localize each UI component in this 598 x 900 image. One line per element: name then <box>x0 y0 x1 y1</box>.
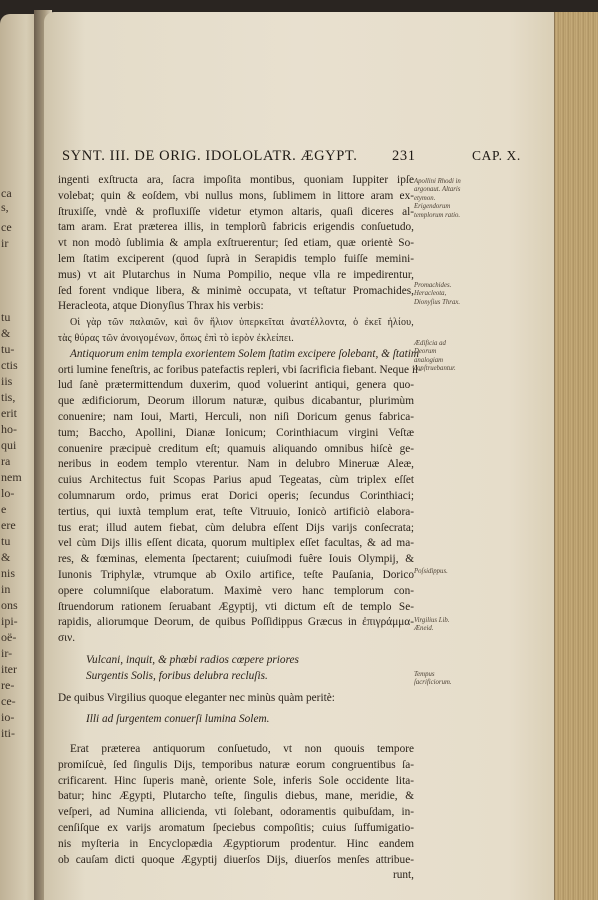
text-line: orti lumine feneſtris, ac foribus patefactis repleri, vbi ſacrificia fiebant. Neque il- <box>58 363 422 376</box>
text-line: De quibus Virgilius quoque eleganter nec minùs quàm peritè: <box>58 691 335 704</box>
header-title: SYNT. III. DE ORIG. IDOLOLATR. ÆGYPT. <box>62 148 358 164</box>
left-page-fragment: ce <box>1 220 12 234</box>
text-line: batur; hinc Ægypti, Plutarcho teſte, ſingulis diebus, mane, meridie, & <box>58 790 414 803</box>
greek-quote-line: τὰς θύρας τῶν ἀνοιγομένων, ὅπως ἐπὶ τὸ ἱερὸν ἐκλείπει. <box>58 332 294 344</box>
text-line: ingenti exſtructa ara, ſacra impoſita montibus, quoniam Iuppiter ipſe <box>58 174 414 186</box>
text-line: tam aram. Erat præterea illis, in templorũ fabricis erigendis conſuetudo, <box>58 221 414 234</box>
chapter-label: CAP. X. <box>472 148 521 163</box>
margin-note: Promachides. Heracleota, Dionyſius Thrax. <box>414 282 461 306</box>
text-line: volebat; quin & eoſdem, vbi nullus mons, ſublimem in littore aram ex- <box>58 189 414 202</box>
page-edges <box>554 12 598 900</box>
text-line: cuius Architectus fuit Scopas Parius apud Tegeatas, cùm triplex eſſet <box>58 474 414 487</box>
left-page-fragment: ca <box>1 186 12 200</box>
main-text <box>58 173 422 884</box>
text-line: conuenire præcipuè creditum eſt; quamuis aliquando omnibus hiſcè ge- <box>58 442 414 455</box>
left-page-fragment: e <box>1 502 7 516</box>
greek-quote-line: Οἱ γὰρ τῶν παλαιῶν, καὶ ὃν ἥλιον ὑπερκεῖται ἀνατέλλοντα, ὁ ἐκεῖ ἡλίου, <box>70 317 414 329</box>
left-page-fragment: ir- <box>1 646 13 660</box>
running-header <box>62 148 532 168</box>
text-line: res, & fœminas, elementa ſpectarent; cuiuſmodi fuêre Iouis Olympij, & <box>58 553 414 566</box>
text-line: que ædificiorum, Deorum illorum naturæ, quibus dicabantur, plurimùm <box>58 395 414 408</box>
left-page-fragment: oë- <box>1 630 17 644</box>
left-page-fragment: io- <box>1 710 15 724</box>
text-line: neribus in eodem templo vterentur. Nam in delubro Mineruæ Aleæ, <box>58 458 414 471</box>
left-page-fragment: ipi- <box>1 614 18 628</box>
text-line: vel cùm Dijs illis eſſent dicata, quorum multiplex eſſet facultas, & ad ma- <box>58 537 414 550</box>
verse-line: Illi ad ſurgentem conuerſi lumina Solem. <box>86 713 270 726</box>
text-line: ſed forent vndique libera, & minimè occupata, vt teſtatur Promachides, <box>58 284 414 297</box>
text-line: ob cauſam dicti quoque Ægyptij diuerſos Dijs, diuerſos menſes attribue- <box>58 853 414 866</box>
left-page-fragment: & <box>1 326 11 340</box>
margin-note: Ædificia ad Deorum analogiam conſtruebantur. <box>414 340 456 373</box>
left-page-fragment: nem <box>1 470 22 484</box>
text-line: vt non modò ſublimia & ampla exſtruerentur; ſed etiam, quæ orientè So- <box>58 237 414 250</box>
left-page-fragment: ir <box>1 236 9 250</box>
left-page-fragment: iti- <box>1 726 15 740</box>
verse-line: Surgentis Solis, foribus delubra recluſis. <box>86 669 268 682</box>
text-line: Heracleota, atque Dionyſius Thrax his verbis: <box>58 300 264 313</box>
text-line: lem ſtatim exciperent (quod ſuprà in Serapidis templo fuiſſe memini- <box>58 252 414 265</box>
left-page-fragment: ctis <box>1 358 18 372</box>
left-page-fragment: iter <box>1 662 17 676</box>
text-line: columnarum ordo, primus erat Dorici operis; ſecundus Corinthiaci; <box>58 489 414 502</box>
margin-note: Apollini Rhodi in argonaut. Altaris etymon. Erigendorum templorum ratio. <box>414 178 461 219</box>
text-line: conuenire; nam Ioui, Marti, Herculi, non niſi Doricum genus fabrica- <box>58 410 414 423</box>
left-page-fragment: ra <box>1 454 11 468</box>
text-line: tus erat; illud autem fiebat, cùm delubra eſſent Dijs varijs conſecrata; <box>58 521 414 534</box>
text-line: mus) vt ait Plutarchus in Numa Pompilio, neque vlla re impedirentur, <box>58 268 414 281</box>
text-line: runt, <box>392 869 414 882</box>
text-line: σιν. <box>58 632 76 645</box>
left-page-fragment: in <box>1 582 11 596</box>
left-page-fragment: nis <box>1 566 16 580</box>
left-page-fragment: re- <box>1 678 15 692</box>
text-line: tum; Baccho, Apollini, Dianæ Ionicum; Corinthiacum virgini Veſtæ <box>58 426 414 439</box>
left-page-fragment: s, <box>1 200 9 214</box>
left-page-fragment: ere <box>1 518 16 532</box>
text-line: Iunonis Triphylæ, vtrumque ab Oxilo artifice, teſte Pauſania, Dorico <box>58 568 414 581</box>
text-line: opere columniſque elaboratum. Maximè vero hanc templorum con- <box>58 584 414 597</box>
left-page-fragment: tis, <box>1 390 16 404</box>
left-page-fragment: & <box>1 550 11 564</box>
left-page-fragment: erit <box>1 406 17 420</box>
left-page-fragment: tu <box>1 534 11 548</box>
left-page-fragment: lo- <box>1 486 15 500</box>
text-line: Antiquorum enim templa exorientem Solem ſtatim excipere ſolebant, & ſtatim <box>70 347 420 360</box>
text-line: promiſcuè, ſed ſingulis Dijs, temporibus naturæ eorum congruentibus ſa- <box>58 758 414 771</box>
text-line: cenſiſque ex varijs aromatum ſpeciebus compoſitis; cuius ſuffumigatio- <box>58 822 414 835</box>
text-line: ſtruxiſſe, vndè & profluxiſſe videtur etymon altaris, quaſi diceres al- <box>58 205 414 218</box>
margin-note: Poſsidippus. <box>414 568 448 575</box>
text-line: Erat præterea antiquorum conſuetudo, vt non quouis tempore <box>70 743 414 756</box>
text-line: crificarent. Hinc ſuperis manè, oriente Sole, inferis Sole occidente lita- <box>58 774 414 787</box>
left-page-fragment: tu <box>1 310 11 324</box>
text-line: veſperi, ad Numina allicienda, vti ſolebant, odoramentis quibuſdam, in- <box>58 806 414 819</box>
verse-line: Vulcani, inquit, & phœbi radios cœpere priores <box>86 653 299 666</box>
text-line: lud ſanè prætermittendum duxerim, quod voluerint antiqui, genera quo- <box>58 379 414 392</box>
left-page-fragment: qui <box>1 438 17 452</box>
left-page-fragment: iis <box>1 374 13 388</box>
left-page-fragment: ce- <box>1 694 16 708</box>
text-line: ſtruendorum rationem ſeruabant Ægyptij, vti dictum eſt de templo Se- <box>58 600 414 613</box>
page-number: 231 <box>392 148 416 164</box>
left-page-fragment: ho- <box>1 422 17 436</box>
text-line: nis myſteria in Encyclopædia Ægyptiorum prodentur. Hinc eandem <box>58 837 414 850</box>
text-line: tertius, qui iuxtà templum erat, teſte Vitruuio, Ionicò artificiò elabora- <box>58 505 414 518</box>
margin-note: Virgilius Lib. Æneid. <box>414 617 450 633</box>
text-line: rapidis, aliorumque Deorum, de quibus Poſſidippus Græcus in ἐπιγράμμα- <box>58 616 414 629</box>
margin-note: Tempus ſacrificiorum. <box>414 671 452 687</box>
left-page-fragment: tu- <box>1 342 15 356</box>
left-page-fragment: ons <box>1 598 18 612</box>
